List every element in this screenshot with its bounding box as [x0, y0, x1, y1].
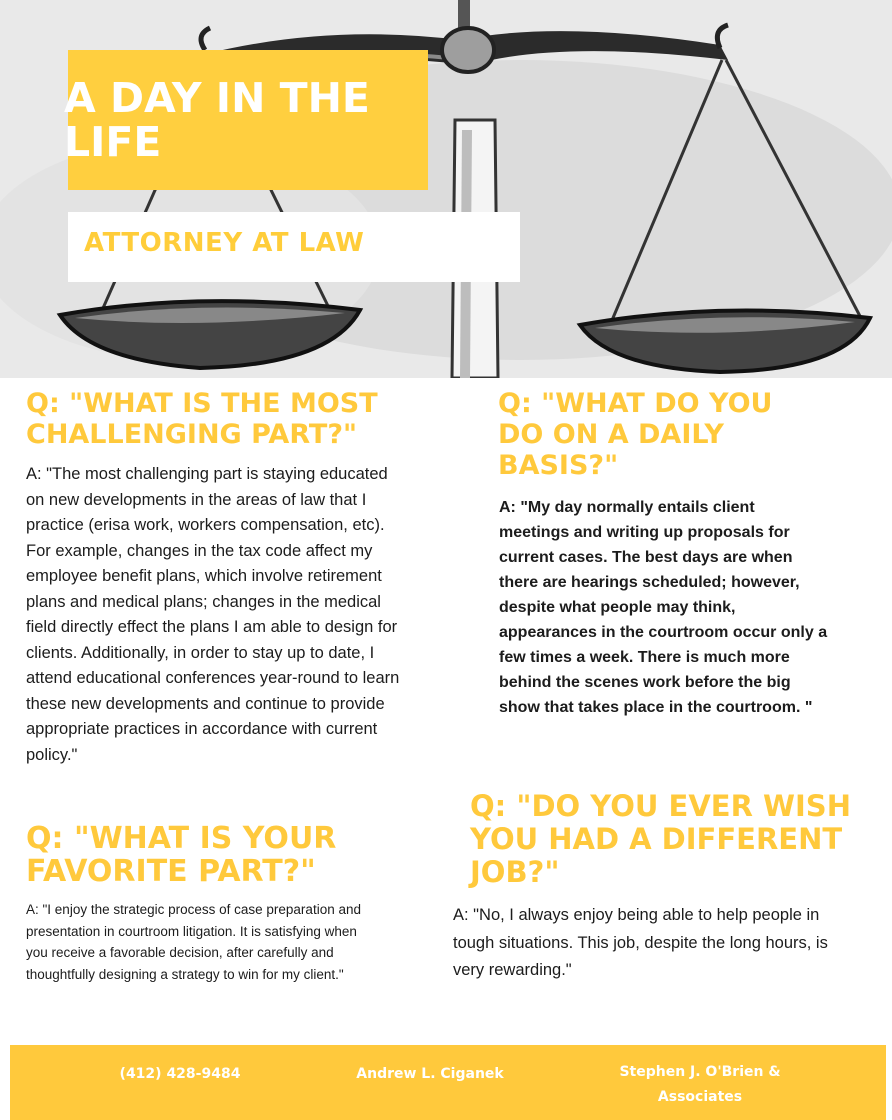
answer-favorite-part: A: "I enjoy the strategic process of case preparation and presentation in courtroom litigation. It is satisfying when you receive a favorable decision, after carefully and thoughtfully designing a strategy to win for my client.": [26, 902, 361, 982]
question-most-challenging: Q: "WHAT IS THE MOST CHALLENGING PART?": [26, 388, 378, 450]
subtitle-box: [68, 212, 520, 282]
hero-banner: [0, 0, 892, 378]
footer-name: Andrew L. Ciganek: [356, 1066, 504, 1082]
footer-bar: [10, 1045, 886, 1120]
question-different-job: Q: "DO YOU EVER WISH YOU HAD A DIFFERENT JOB?": [470, 789, 851, 889]
page-title: A DAY IN THE LIFE: [64, 74, 370, 166]
question-daily-basis: Q: "WHAT DO YOU DO ON A DAILY BASIS?": [498, 388, 773, 481]
footer-phone: (412) 428-9484: [119, 1066, 241, 1082]
question-favorite-part: Q: "WHAT IS YOUR FAVORITE PART?": [26, 821, 337, 889]
page-subtitle: ATTORNEY AT LAW: [84, 228, 365, 258]
answer-most-challenging: A: "The most challenging part is staying educated on new developments in the areas of law that I practice (erisa work, workers compensation, etc). For example, changes in the tax code affect my employee benefit plans, which involve retirement plans and medical plans; changes in the medical field directly effect the plans I am able to design for clients. Additionally, in order to stay up to date, I attend educational conferences year-round to learn these new developments and continue to provide appropriate practices in accordance with current policy.": [26, 465, 400, 764]
footer-firm: Stephen J. O'Brien & Associates: [619, 1064, 781, 1105]
answer-daily-basis: A: "My day normally entails client meetings and writing up proposals for current cases. The best days are when there are hearings scheduled; however, despite what people may think, appearances in the courtroom occur only a few times a week. There is much more behind the scenes work before the big show that takes place in the courtroom. ": [499, 499, 828, 716]
title-box: [64, 50, 428, 190]
answer-different-job: A: "No, I always enjoy being able to help people in tough situations. This job, despite the long hours, is very rewarding.": [453, 906, 828, 979]
